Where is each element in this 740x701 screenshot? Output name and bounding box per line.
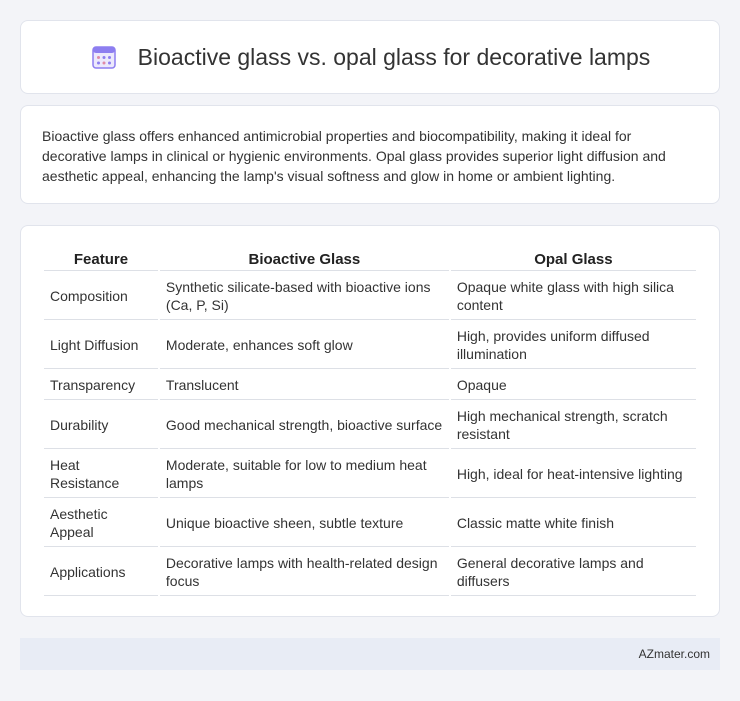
opal-cell: Opaque white glass with high silica content [451,273,696,320]
opal-cell: High mechanical strength, scratch resistant [451,402,696,449]
table-row [44,451,696,498]
bioactive-cell: Good mechanical strength, bioactive surface [160,402,449,449]
opal-cell: General decorative lamps and diffusers [451,549,696,596]
table-header-row [44,248,696,271]
header-bioactive-glass: Bioactive Glass [160,248,449,271]
footer [20,638,720,670]
opal-cell: High, provides uniform diffused illumination [451,322,696,369]
title-card [20,20,720,94]
comparison-table [42,246,698,598]
table-row [44,549,696,596]
bioactive-cell: Decorative lamps with health-related design focus [160,549,449,596]
header-feature: Feature [44,248,158,271]
comparison-table-card [20,225,720,617]
table-row [44,273,696,320]
table-row [44,500,696,547]
summary-text: Bioactive glass offers enhanced antimicrobial properties and biocompatibility, making it ideal for decorative lamps in clinical or hygienic environments. Opal glass provides superior light diffusion and aesthetic appeal, enhancing the lamp's visual softness and glow in home or ambient lighting. [42,128,666,184]
opal-cell: Opaque [451,371,696,400]
calendar-icon [90,43,118,71]
table-row [44,322,696,369]
header-opal-glass: Opal Glass [451,248,696,271]
opal-cell: Classic matte white finish [451,500,696,547]
feature-cell: Composition [44,273,158,320]
feature-cell: Transparency [44,371,158,400]
footer-brand: AZmater.com [638,647,710,661]
summary-card [20,105,720,204]
bioactive-cell: Moderate, suitable for low to medium heat lamps [160,451,449,498]
bioactive-cell: Unique bioactive sheen, subtle texture [160,500,449,547]
feature-cell: Heat Resistance [44,451,158,498]
bioactive-cell: Synthetic silicate-based with bioactive ions (Ca, P, Si) [160,273,449,320]
table-row [44,371,696,400]
feature-cell: Durability [44,402,158,449]
feature-cell: Applications [44,549,158,596]
bioactive-cell: Translucent [160,371,449,400]
bioactive-cell: Moderate, enhances soft glow [160,322,449,369]
feature-cell: Light Diffusion [44,322,158,369]
table-row [44,402,696,449]
page-title: Bioactive glass vs. opal glass for decorative lamps [137,43,651,70]
feature-cell: Aesthetic Appeal [44,500,158,547]
opal-cell: High, ideal for heat-intensive lighting [451,451,696,498]
